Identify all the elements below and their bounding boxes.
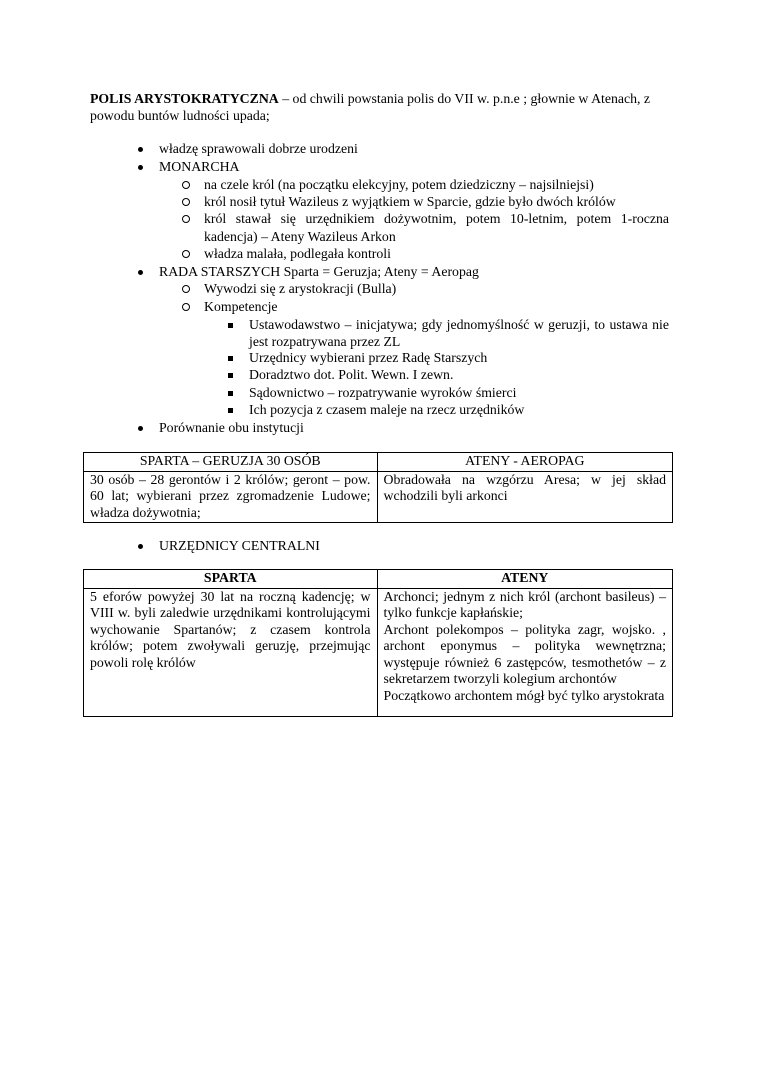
list-item-text: MONARCHA [159, 159, 240, 174]
bullet-square-icon [226, 401, 234, 419]
table-header-cell: ATENY [377, 570, 672, 589]
table-cell: 5 eforów powyżej 30 lat na roczną kadencję; w VIII w. byli zaledwie urzędnikami kontrolującymi wychowanie Spartanów; z czasem kontrola królów; potem zwoływali geruzję, przejmując powoli rolę królów [84, 588, 378, 716]
competence-item [0, 384, 760, 402]
table-header-row [84, 570, 673, 589]
sub-item-text: na czele król (na początku elekcyjny, potem dziedziczny – najsilniejsi) [204, 177, 594, 192]
list-item-text: URZĘDNICY CENTRALNI [159, 538, 320, 553]
sub-item-text: Wywodzi się z arystokracji (Bulla) [204, 281, 397, 296]
list-item-text: RADA STARSZYCH Sparta = Geruzja; Ateny = Aeropag [159, 264, 479, 279]
competence-text: Doradztwo dot. Polit. Wewn. I zewn. [249, 367, 454, 382]
table-header-row [84, 453, 673, 472]
bullet-circle-icon [181, 176, 191, 194]
competence-item [0, 366, 760, 384]
sub-item-text: król stawał się urzędnikiem dożywotnim, potem 10-letnim, potem 1-roczna kadencja) – Ateny Wazileus Arkon [204, 211, 669, 244]
sub-item [0, 280, 760, 298]
comparison-table-urzednicy [83, 569, 673, 717]
bullet-dot-icon [136, 537, 145, 555]
bullet-square-icon [226, 384, 234, 402]
list-item-rada [0, 263, 760, 281]
bullet-circle-icon [181, 280, 191, 298]
intro-text: – od chwili powstania polis do VII w. p.n.e ; głownie w Atenach, z powodu buntów ludności upada; [90, 91, 651, 123]
table-cell-ateny [377, 588, 672, 716]
cell-paragraph: Archonci; jednym z nich król (archont basileus) – tylko funkcje kapłańskie; [383, 588, 666, 620]
table-row [84, 588, 673, 716]
sub-item [0, 298, 760, 316]
sub-item [0, 193, 760, 211]
comparison-table-rada [83, 452, 673, 523]
list-item-monarcha [0, 158, 760, 176]
bullet-square-icon [226, 316, 234, 334]
list-item-urzednicy [0, 537, 760, 555]
sub-item [0, 210, 760, 246]
table-header-cell: ATENY - AEROPAG [377, 453, 673, 472]
competence-text: Sądownictwo – rozpatrywanie wyroków śmierci [249, 385, 517, 400]
bullet-square-icon [226, 366, 234, 384]
bullet-square-icon [226, 349, 234, 367]
competence-text: Ich pozycja z czasem maleje na rzecz urzędników [249, 402, 525, 417]
cell-paragraph: Początkowo archontem mógł być tylko arystokrata [383, 687, 665, 703]
sub-item-text: Kompetencje [204, 299, 278, 314]
table-cell: Obradowała na wzgórzu Aresa; w jej skład wchodzili byli arkonci [377, 471, 673, 523]
bullet-circle-icon [181, 193, 191, 211]
bullet-dot-icon [136, 140, 145, 158]
competence-item [0, 349, 760, 367]
list-item-text: władzę sprawowali dobrze urodzeni [159, 141, 358, 156]
cell-paragraph: Archont polekompos – polityka zagr, wojsko. , archont eponymus – polityka wewnętrzna; występuje również 6 zastępców, tesmothetów – z sekretarzem tworzyli kolegium archontów [383, 621, 666, 686]
competence-item [0, 316, 760, 352]
bullet-circle-icon [181, 245, 191, 263]
sub-item [0, 176, 760, 194]
competence-text: Ustawodawstwo – inicjatywa; gdy jednomyślność w geruzji, to ustawa nie jest rozpatrywana przez ZL [249, 317, 669, 349]
bullet-circle-icon [181, 210, 191, 228]
sub-item-text: król nosił tytuł Wazileus z wyjątkiem w Sparcie, gdzie było dwóch królów [204, 194, 616, 209]
intro-paragraph [90, 90, 672, 124]
sub-item-text: władza malała, podlegała kontroli [204, 246, 391, 261]
bullet-dot-icon [136, 158, 145, 176]
sub-item [0, 245, 760, 263]
competence-text: Urzędnicy wybierani przez Radę Starszych [249, 350, 488, 365]
list-item-porownanie [0, 419, 760, 437]
table-row [84, 471, 673, 523]
bullet-dot-icon [136, 263, 145, 281]
bullet-dot-icon [136, 419, 145, 437]
intro-title: POLIS ARYSTOKRATYCZNA [90, 91, 279, 106]
table-cell: 30 osób – 28 gerontów i 2 królów; geront – pow. 60 lat; wybierani przez zgromadzenie Ludowe; władza dożywotnia; [84, 471, 378, 523]
bullet-circle-icon [181, 298, 191, 316]
competence-item [0, 401, 760, 419]
table-header-cell: SPARTA [84, 570, 378, 589]
list-item [0, 140, 760, 158]
list-item-text: Porównanie obu instytucji [159, 420, 304, 435]
table-header-cell: SPARTA – GERUZJA 30 OSÓB [84, 453, 378, 472]
